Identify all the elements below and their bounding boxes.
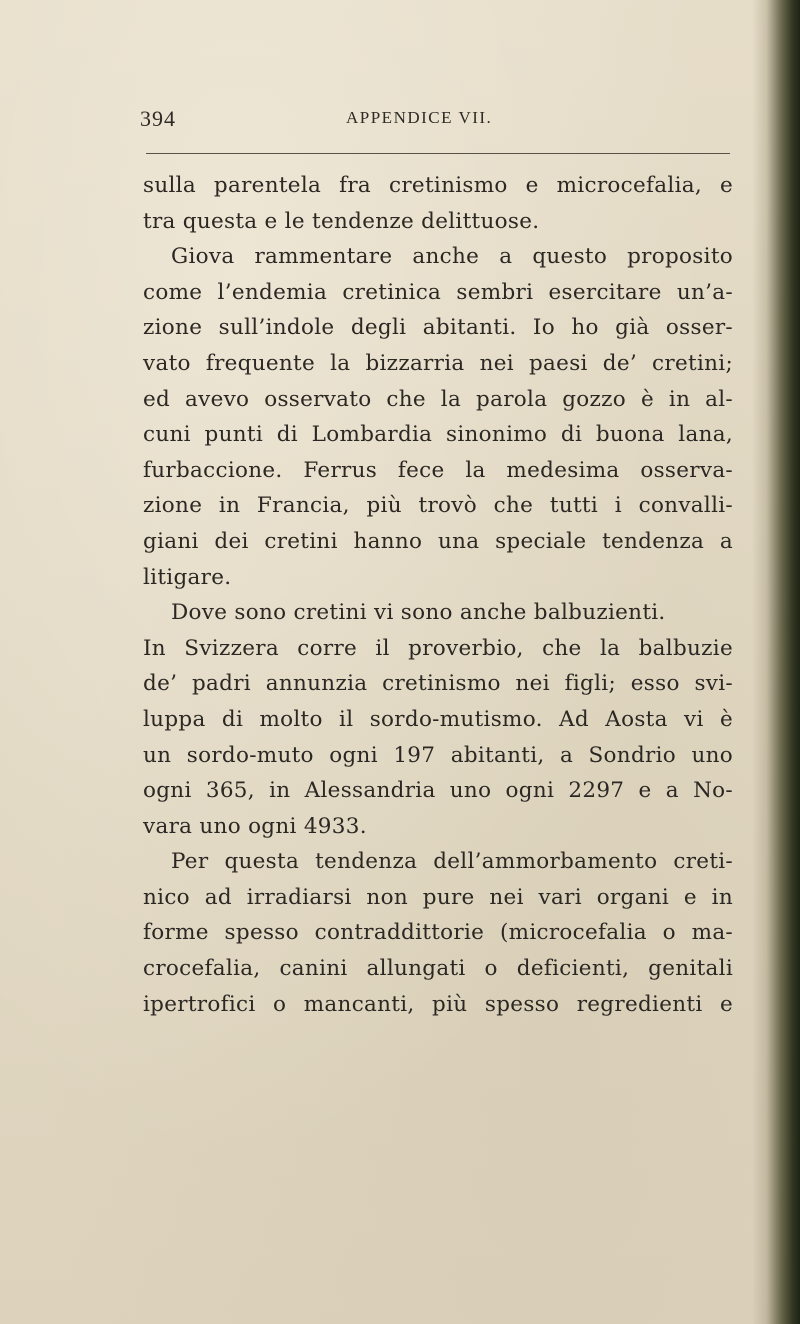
text-line: luppa di molto il sordo-mutismo. Ad Aosta vi è <box>143 706 733 732</box>
text-line: de’ padri annunzia cretinismo nei figli; esso svi- <box>143 671 733 697</box>
text-line: un sordo-muto ogni 197 abitanti, a Sondrio uno <box>143 742 733 768</box>
text-line: sulla parentela fra cretinismo e microcefalia, e <box>143 173 733 198</box>
running-head: APPENDICE VII. <box>346 108 493 127</box>
text-line: zione in Francia, più trovò che tutti i convalli- <box>143 493 733 519</box>
page-header <box>140 106 730 136</box>
text-line: come l’endemia cretinica sembri esercitare un’a- <box>143 279 733 305</box>
text-line: vara uno ogni 4933. <box>143 813 367 839</box>
body-text <box>143 168 733 1022</box>
text-line: furbaccione. Ferrus fece la medesima osserva- <box>143 457 733 483</box>
text-line: Giova rammentare anche a questo proposito <box>171 244 733 270</box>
text-line: ipertrofici o mancanti, più spesso regredienti e <box>143 991 733 1017</box>
text-line: Per questa tendenza dell’ammorbamento creti- <box>171 849 733 875</box>
text-line: In Svizzera corre il proverbio, che la balbuzie <box>143 635 733 661</box>
text-line: cuni punti di Lombardia sinonimo di buona lana, <box>143 422 733 448</box>
text-line: nico ad irradiarsi non pure nei vari organi e in <box>143 884 733 910</box>
text-line: zione sull’indole degli abitanti. Io ho già osser- <box>143 315 733 341</box>
page-number: 394 <box>140 106 176 131</box>
header-rule <box>146 153 730 154</box>
text-line: litigare. <box>143 564 232 590</box>
page-edge-shadow <box>752 0 800 1324</box>
text-line: giani dei cretini hanno una speciale tendenza a <box>143 528 733 554</box>
text-line: tra questa e le tendenze delittuose. <box>143 208 540 234</box>
text-line: ogni 365, in Alessandria uno ogni 2297 e a No- <box>143 778 733 804</box>
text-line: vato frequente la bizzarria nei paesi de’ cretini; <box>143 350 733 376</box>
text-line: crocefalia, canini allungati o deficienti, genitali <box>143 956 733 982</box>
text-line: Dove sono cretini vi sono anche balbuzienti. <box>171 600 666 626</box>
text-line: forme spesso contraddittorie (microcefalia o ma- <box>143 920 733 946</box>
text-line: ed avevo osservato che la parola gozzo è in al- <box>143 386 733 412</box>
